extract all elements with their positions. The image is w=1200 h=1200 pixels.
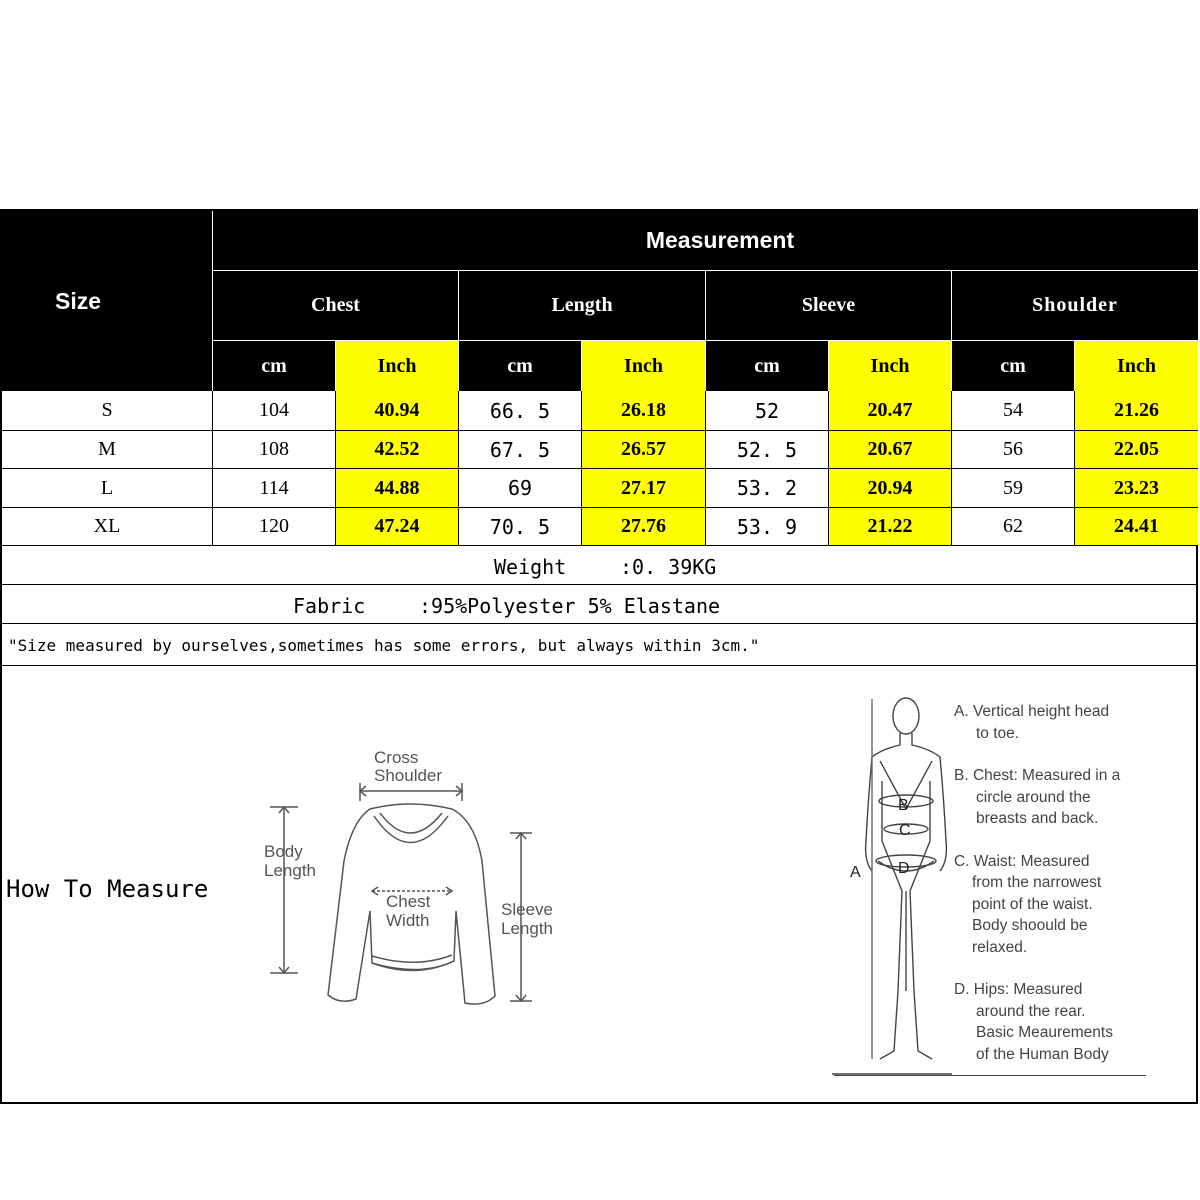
cm-value-cell: 62 bbox=[1003, 515, 1023, 537]
cm-value-cell: 52 bbox=[754, 398, 780, 423]
sleeve-length-label-1: Sleeve bbox=[501, 900, 553, 919]
unit-cm: cm bbox=[754, 354, 780, 377]
sleeve-length-label-2: Length bbox=[501, 919, 553, 938]
inch-value-cell: 21.26 bbox=[1075, 391, 1198, 430]
unit-inch: Inch bbox=[582, 341, 705, 391]
inch-value-cell: 20.47 bbox=[829, 391, 951, 430]
size-header: Size bbox=[54, 287, 102, 314]
inch-value-cell: 20.94 bbox=[829, 469, 951, 507]
how-to-measure-title: How To Measure bbox=[6, 875, 209, 903]
inch-value-cell: 42.52 bbox=[336, 431, 458, 468]
cm-value-cell: 120 bbox=[259, 515, 289, 537]
cm-value-cell: 52. 5 bbox=[736, 437, 798, 462]
group-header-sleeve: Sleeve bbox=[801, 294, 856, 316]
cm-value-cell: 114 bbox=[259, 476, 289, 499]
marker-b: B bbox=[898, 797, 909, 814]
unit-inch: Inch bbox=[1075, 341, 1198, 391]
cross-shoulder-label-2: Shoulder bbox=[374, 766, 443, 785]
inch-value-cell: 27.17 bbox=[582, 469, 705, 507]
chest-width-label-2: Width bbox=[386, 911, 430, 930]
fabric-label: Fabric bbox=[293, 594, 366, 618]
marker-d: D bbox=[898, 860, 910, 877]
unit-cm: cm bbox=[1000, 354, 1026, 377]
cm-value-cell: 54 bbox=[1003, 399, 1023, 421]
group-header-length: Length bbox=[551, 294, 613, 316]
instruction-a: A. Vertical height head to toe. bbox=[954, 703, 1110, 742]
cm-value-cell: 69 bbox=[507, 476, 533, 500]
cm-value-cell: 67. 5 bbox=[489, 437, 551, 462]
cm-value-cell: 53. 9 bbox=[736, 514, 798, 539]
inch-value-cell: 47.24 bbox=[336, 508, 458, 545]
inch-value-cell: 20.67 bbox=[829, 431, 951, 468]
size-chart bbox=[0, 209, 1198, 1104]
cm-value-cell: 70. 5 bbox=[489, 514, 551, 539]
inch-value-cell: 24.41 bbox=[1075, 508, 1198, 545]
inch-value-cell: 23.23 bbox=[1075, 469, 1198, 507]
cm-value-cell: 108 bbox=[259, 438, 289, 460]
garment-diagram bbox=[260, 741, 570, 1011]
size-cell: XL bbox=[93, 515, 121, 537]
measurement-instructions bbox=[954, 701, 1194, 1065]
inch-value-cell: 44.88 bbox=[336, 469, 458, 507]
cm-value-cell: 53. 2 bbox=[736, 476, 798, 500]
body-length-label-1: Body bbox=[264, 842, 303, 861]
inch-value-cell: 26.57 bbox=[582, 431, 705, 468]
size-cell: S bbox=[101, 399, 113, 421]
cm-value-cell: 66. 5 bbox=[489, 398, 551, 423]
fabric-value: :95%Polyester 5% Elastane bbox=[419, 594, 721, 618]
body-length-label-2: Length bbox=[264, 861, 316, 880]
inch-value-cell: 26.18 bbox=[582, 391, 705, 430]
size-cell: L bbox=[100, 476, 114, 499]
unit-cm: cm bbox=[261, 354, 287, 377]
cross-shoulder-label-1: Cross bbox=[374, 748, 419, 767]
cm-value-cell: 59 bbox=[1003, 476, 1023, 499]
measurement-header: Measurement bbox=[645, 227, 795, 253]
disclaimer: "Size measured by ourselves,sometimes has some errors, but always within 3cm." bbox=[8, 636, 760, 655]
inch-value-cell: 40.94 bbox=[336, 391, 458, 430]
instruction-d: D. Hips: Measured around the rear. Basic Meaurements of the Human Body bbox=[954, 981, 1113, 1063]
size-cell: M bbox=[98, 438, 116, 460]
marker-c: C bbox=[899, 822, 911, 839]
unit-cm: cm bbox=[507, 354, 533, 377]
unit-inch: Inch bbox=[336, 341, 458, 391]
inch-value-cell: 21.22 bbox=[829, 508, 951, 545]
weight-value: :0. 39KG bbox=[620, 555, 717, 579]
group-header-chest: Chest bbox=[311, 294, 360, 316]
body-figure bbox=[832, 691, 952, 1076]
instruction-b: B. Chest: Measured in a circle around the breasts and back. bbox=[954, 767, 1121, 827]
inch-value-cell: 27.76 bbox=[582, 508, 705, 545]
cm-value-cell: 56 bbox=[1003, 438, 1023, 460]
group-header-shoulder: Shoulder bbox=[1032, 294, 1118, 316]
instruction-c: C. Waist: Measured from the narrowest point of the waist. Body shoould be relaxed. bbox=[954, 852, 1102, 956]
unit-inch: Inch bbox=[829, 341, 951, 391]
marker-a: A bbox=[850, 864, 861, 881]
cm-value-cell: 104 bbox=[259, 399, 289, 421]
inch-value-cell: 22.05 bbox=[1075, 431, 1198, 468]
chest-width-label-1: Chest bbox=[386, 892, 431, 911]
weight-label: Weight bbox=[494, 555, 567, 579]
